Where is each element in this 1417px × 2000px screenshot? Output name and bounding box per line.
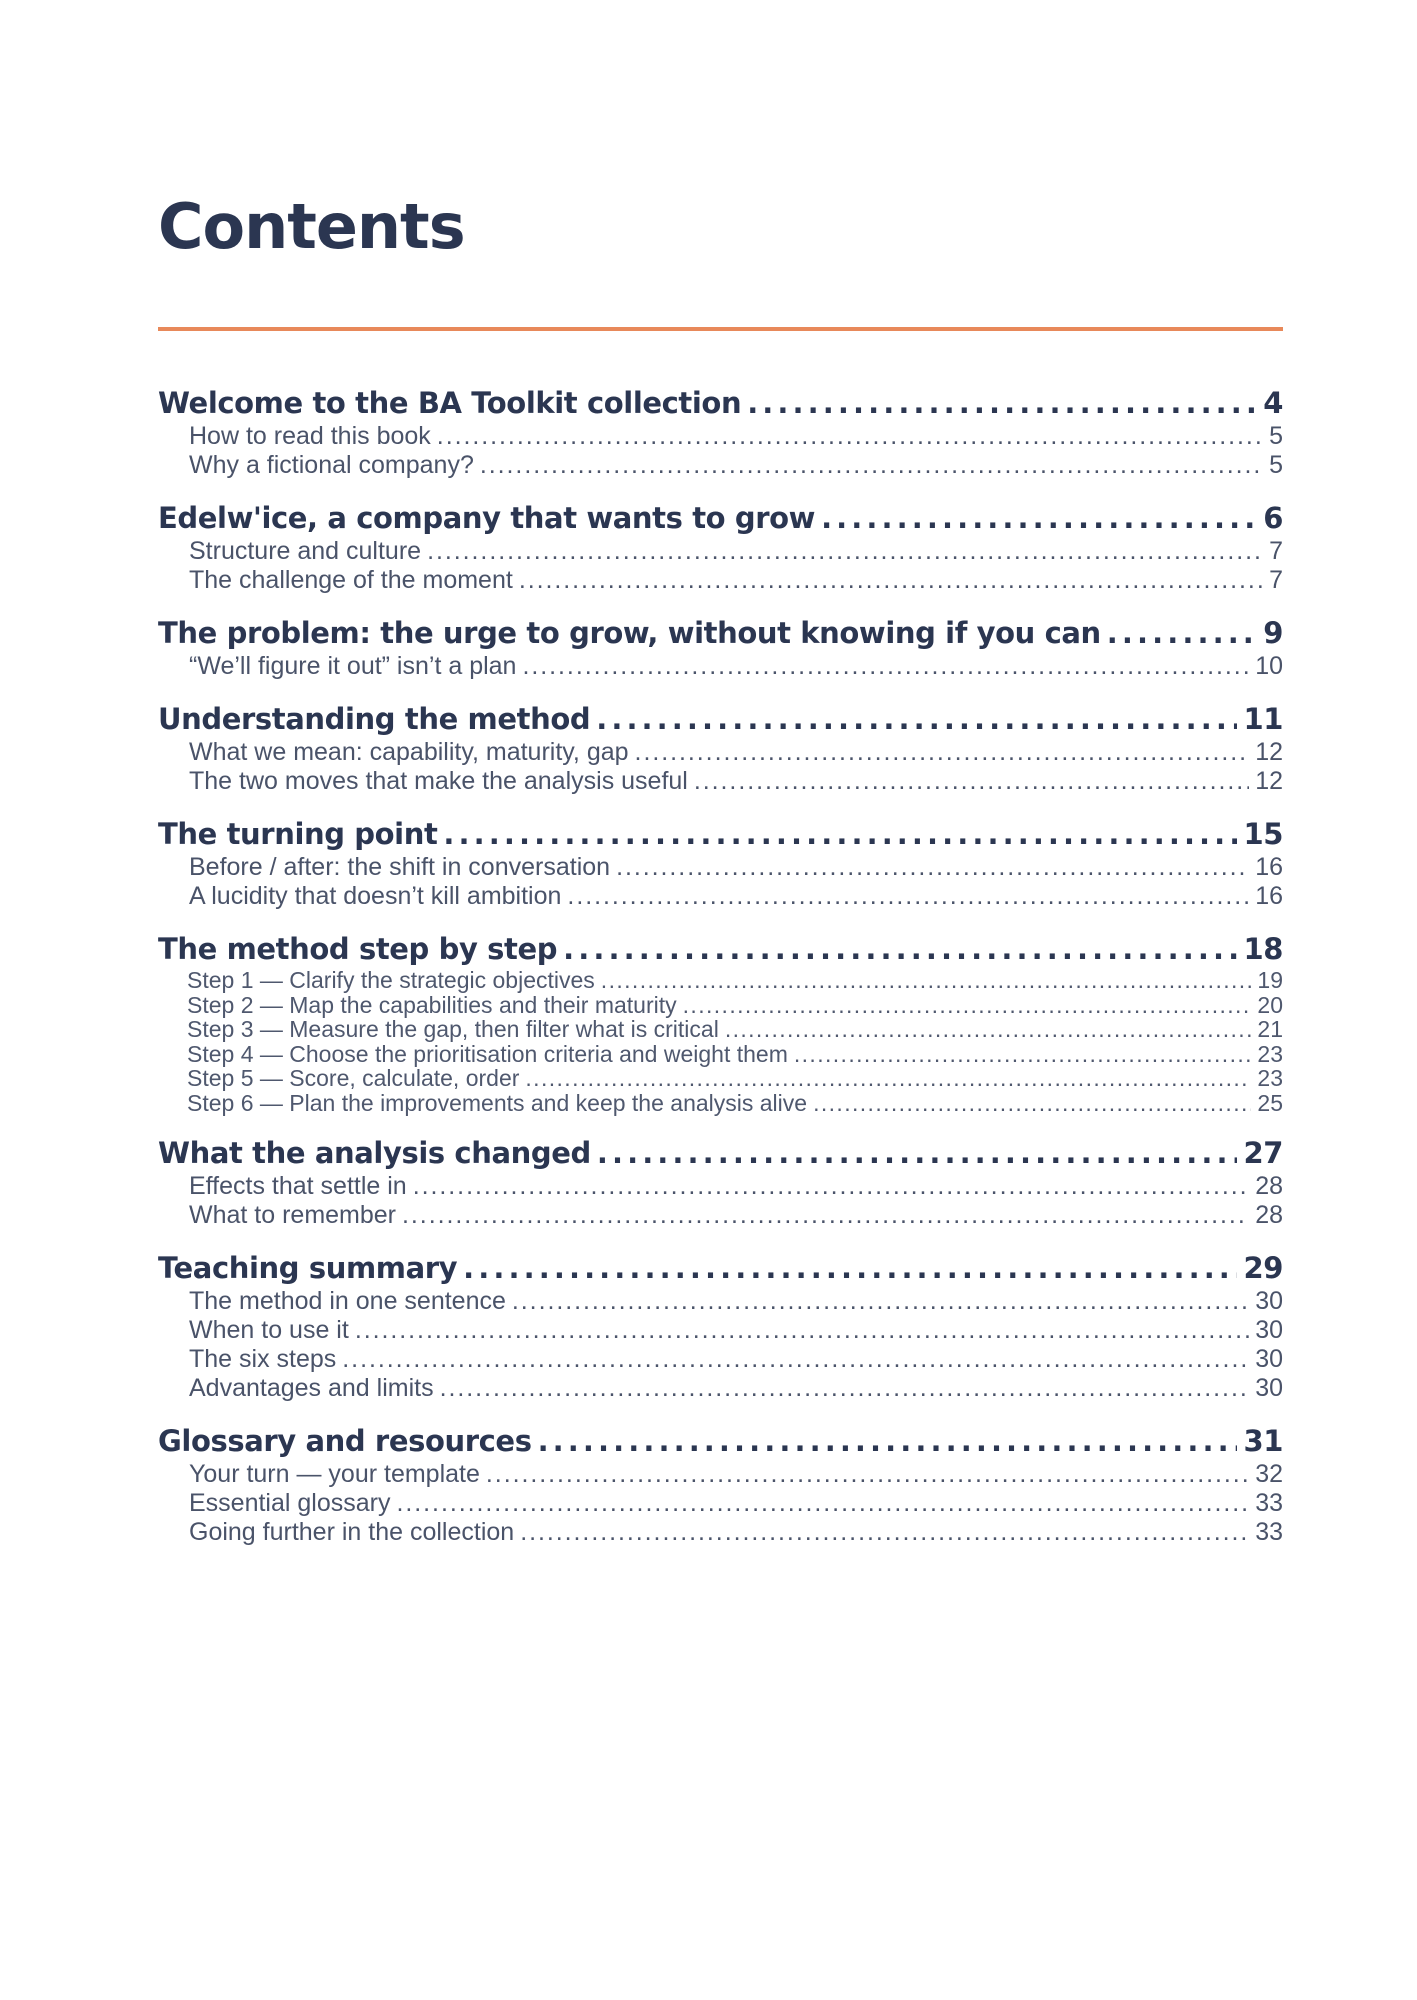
toc-subentry[interactable]: [158, 1316, 1283, 1345]
toc-subentry[interactable]: [158, 993, 1283, 1018]
toc-page-number: 25: [1257, 1089, 1283, 1116]
toc-section-glossary: [158, 1422, 1283, 1547]
toc-entry-title: What the analysis changed: [158, 1136, 591, 1170]
dot-leader: [519, 566, 1263, 595]
dot-leader: [635, 738, 1250, 767]
toc-subentry[interactable]: [158, 1518, 1283, 1547]
toc-subentry[interactable]: [158, 1345, 1283, 1374]
toc-entry[interactable]: [158, 700, 1283, 738]
toc-page-number: 28: [1255, 1201, 1283, 1229]
toc-page-number: 5: [1269, 451, 1283, 479]
dot-leader: [522, 652, 1249, 681]
toc-entry[interactable]: [158, 1422, 1283, 1460]
dot-leader: [463, 1249, 1237, 1287]
toc-subentry[interactable]: [158, 968, 1283, 993]
dot-leader: [402, 1201, 1249, 1230]
toc-subentry-title: “We’ll figure it out” isn’t a plan: [189, 652, 517, 680]
toc-page-number: 11: [1243, 702, 1283, 736]
dot-leader: [396, 1489, 1249, 1518]
toc-page-number: 12: [1255, 767, 1283, 795]
dot-leader: [821, 499, 1257, 537]
dot-leader: [563, 930, 1237, 968]
toc-page-number: 30: [1255, 1374, 1283, 1402]
table-of-contents: [158, 384, 1283, 1566]
toc-page-number: 31: [1243, 1424, 1283, 1458]
toc-page-number: 29: [1243, 1251, 1283, 1285]
toc-subentry-title: A lucidity that doesn’t kill ambition: [189, 882, 562, 910]
toc-section-analysis-changed: [158, 1134, 1283, 1230]
dot-leader: [486, 1460, 1249, 1489]
toc-page-number: 16: [1255, 853, 1283, 881]
toc-subentry-title: Essential glossary: [189, 1489, 391, 1517]
toc-section-method: [158, 700, 1283, 796]
toc-entry[interactable]: [158, 499, 1283, 537]
dot-leader: [794, 1042, 1252, 1067]
dot-leader: [427, 537, 1263, 566]
dot-leader: [567, 882, 1249, 911]
toc-subentry[interactable]: [158, 1066, 1283, 1091]
dot-leader: [1107, 614, 1257, 652]
toc-subentry[interactable]: [158, 1017, 1283, 1042]
toc-subentry[interactable]: [158, 882, 1283, 911]
toc-entry[interactable]: [158, 815, 1283, 853]
toc-page-number: 16: [1255, 882, 1283, 910]
toc-subentry[interactable]: [158, 451, 1283, 480]
toc-entry-title: Understanding the method: [158, 702, 591, 736]
dot-leader: [694, 767, 1249, 796]
toc-subentry-title: The method in one sentence: [189, 1287, 506, 1315]
toc-subentry[interactable]: [158, 767, 1283, 796]
toc-subentry[interactable]: [158, 1172, 1283, 1201]
toc-page-number: 4: [1263, 386, 1283, 420]
toc-entry[interactable]: [158, 384, 1283, 422]
toc-subentry-title: The challenge of the moment: [189, 566, 513, 594]
dot-leader: [437, 422, 1263, 451]
dot-leader: [596, 700, 1237, 738]
toc-page-number: 5: [1269, 422, 1283, 450]
title-divider: [158, 327, 1283, 331]
dot-leader: [813, 1091, 1251, 1116]
dot-leader: [520, 1518, 1249, 1547]
toc-entry-title: The turning point: [158, 817, 438, 851]
dot-leader: [440, 1374, 1250, 1403]
toc-subentry-title: When to use it: [189, 1316, 349, 1344]
toc-subentry-title: Step 4 — Choose the prioritisation criteria and weight them: [187, 1040, 788, 1067]
dot-leader: [725, 1017, 1252, 1042]
page-title: Contents: [158, 190, 465, 263]
toc-subentry-title: Step 3 — Measure the gap, then filter what is critical: [187, 1016, 719, 1042]
toc-page-number: 9: [1263, 616, 1283, 650]
toc-entry-title: Glossary and resources: [158, 1424, 532, 1458]
toc-section-teaching-summary: [158, 1249, 1283, 1403]
dot-leader: [413, 1172, 1249, 1201]
dot-leader: [512, 1287, 1249, 1316]
toc-subentry[interactable]: [158, 1201, 1283, 1230]
toc-subentry-title: Before / after: the shift in conversation: [189, 853, 611, 881]
toc-page-number: 21: [1257, 1016, 1283, 1042]
toc-entry-title: Welcome to the BA Toolkit collection: [158, 386, 742, 420]
toc-page-number: 19: [1257, 967, 1283, 993]
toc-section-turning-point: [158, 815, 1283, 911]
toc-entry-title: The method step by step: [158, 932, 558, 966]
dot-leader: [601, 968, 1252, 993]
toc-subentry[interactable]: [158, 566, 1283, 595]
toc-page-number: 27: [1243, 1136, 1283, 1170]
toc-subentry[interactable]: [158, 652, 1283, 681]
toc-subentry-title: The six steps: [189, 1345, 337, 1373]
toc-subentry-title: Why a fictional company?: [189, 451, 474, 479]
dot-leader: [747, 384, 1257, 422]
toc-subentry[interactable]: [158, 1091, 1283, 1116]
toc-entry[interactable]: [158, 930, 1283, 968]
toc-subentry[interactable]: [158, 1287, 1283, 1316]
toc-page-number: 30: [1255, 1345, 1283, 1373]
toc-subentry-title: Your turn — your template: [189, 1460, 480, 1488]
toc-subentry-title: The two moves that make the analysis useful: [189, 767, 688, 795]
toc-page-number: 23: [1257, 1040, 1283, 1067]
toc-subentry-title: What to remember: [189, 1201, 397, 1229]
toc-page-number: 15: [1243, 817, 1283, 851]
toc-subentry[interactable]: [158, 537, 1283, 566]
toc-entry[interactable]: [158, 614, 1283, 652]
toc-subentry-title: Effects that settle in: [189, 1172, 407, 1200]
dot-leader: [538, 1422, 1238, 1460]
toc-subentry-title: Going further in the collection: [189, 1518, 515, 1546]
toc-section-welcome: [158, 384, 1283, 480]
dot-leader: [597, 1134, 1238, 1172]
toc-subentry-title: Step 5 — Score, calculate, order: [187, 1065, 520, 1091]
toc-page-number: 23: [1257, 1065, 1283, 1091]
toc-section-step-by-step: [158, 930, 1283, 1115]
toc-subentry[interactable]: [158, 1374, 1283, 1403]
toc-page-number: 20: [1257, 991, 1283, 1018]
toc-page-number: 12: [1255, 738, 1283, 766]
dot-leader: [480, 451, 1263, 480]
toc-page-number: 7: [1269, 566, 1283, 594]
toc-page-number: 18: [1243, 932, 1283, 966]
toc-page-number: 10: [1255, 652, 1283, 680]
toc-page-number: 7: [1269, 537, 1283, 565]
toc-subentry-title: Step 6 — Plan the improvements and keep the analysis alive: [187, 1089, 808, 1116]
toc-subentry[interactable]: [158, 738, 1283, 767]
toc-subentry[interactable]: [158, 1489, 1283, 1518]
toc-subentry-title: What we mean: capability, maturity, gap: [189, 738, 629, 766]
toc-subentry[interactable]: [158, 1460, 1283, 1489]
toc-page-number: 32: [1255, 1460, 1283, 1488]
toc-section-edelwice: [158, 499, 1283, 595]
toc-page-number: 33: [1255, 1489, 1283, 1517]
toc-subentry-title: Structure and culture: [189, 537, 422, 565]
dot-leader: [443, 815, 1237, 853]
toc-entry-title: Teaching summary: [158, 1251, 458, 1285]
toc-entry[interactable]: [158, 1134, 1283, 1172]
toc-entry-title: The problem: the urge to grow, without knowing if you can: [158, 616, 1101, 650]
toc-page-number: 30: [1255, 1287, 1283, 1315]
toc-entry[interactable]: [158, 1249, 1283, 1287]
toc-entry-title: Edelw'ice, a company that wants to grow: [158, 501, 816, 535]
toc-subentry-title: How to read this book: [189, 422, 431, 450]
dot-leader: [616, 853, 1249, 882]
toc-subentry-title: Step 2 — Map the capabilities and their maturity: [187, 991, 677, 1018]
toc-subentry[interactable]: [158, 422, 1283, 451]
toc-subentry[interactable]: [158, 853, 1283, 882]
toc-page-number: 33: [1255, 1518, 1283, 1546]
dot-leader: [355, 1316, 1249, 1345]
toc-section-problem: [158, 614, 1283, 681]
toc-page-number: 6: [1263, 501, 1283, 535]
toc-subentry-title: Step 1 — Clarify the strategic objectives: [187, 967, 595, 993]
toc-page-number: 28: [1255, 1172, 1283, 1200]
toc-subentry-title: Advantages and limits: [189, 1374, 434, 1402]
toc-page-number: 30: [1255, 1316, 1283, 1344]
dot-leader: [683, 993, 1252, 1018]
dot-leader: [342, 1345, 1249, 1374]
toc-subentry[interactable]: [158, 1042, 1283, 1067]
dot-leader: [525, 1066, 1251, 1091]
